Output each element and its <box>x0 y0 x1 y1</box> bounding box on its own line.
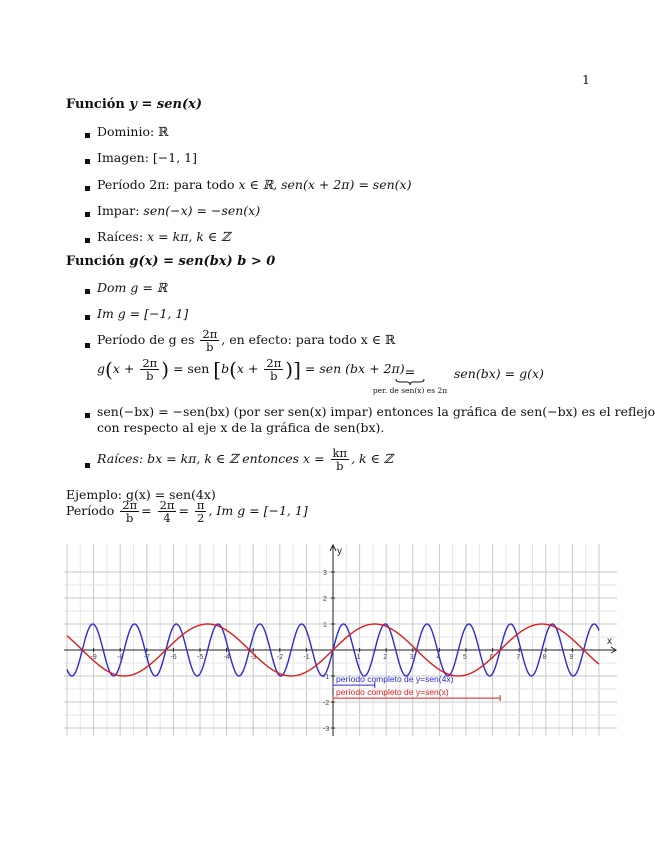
item-label: Impar: <box>97 203 144 218</box>
x-tick-label: 1 <box>356 654 361 661</box>
x-tick-label: -9 <box>90 654 97 661</box>
example-text: Ejemplo: g(x) = sen(4x) <box>66 487 216 502</box>
chart-grid <box>64 544 617 736</box>
item-label: Raíces: <box>97 229 148 244</box>
period-annotation-label: período completo de y=sen(4x) <box>336 674 454 685</box>
x-tick-label: 2 <box>383 654 388 661</box>
period-intro: Período de g es <box>97 332 195 348</box>
list-item-odd-cont: con respecto al eje x de la gráfica de sen(bx). <box>97 420 385 435</box>
list-item <box>97 177 411 192</box>
underbrace-label: per. de sen(x) es 2π <box>372 386 448 395</box>
x-tick-label: 8 <box>542 654 547 661</box>
x-tick-label: 5 <box>463 654 467 661</box>
section2-title <box>66 254 275 269</box>
page-number: 1 <box>582 72 590 87</box>
section1-title <box>66 97 202 112</box>
fraction-denominator: b <box>146 369 154 384</box>
period-equation: g(x + $\frac{2\pi}{b}$ ) = sen [b(x + $\frac{2\pi}{b}$ )] = sen (bx + 2π) <box>97 356 405 384</box>
list-item <box>97 150 197 165</box>
eq-mid: = sen (bx + 2π) <box>304 361 405 377</box>
bullet-marker <box>85 159 90 164</box>
eq-sen: = sen <box>172 361 210 377</box>
item-math: x = kπ, k ∈ ℤ <box>147 229 231 244</box>
bullet-marker <box>85 289 90 294</box>
bullet-marker <box>85 186 90 191</box>
eq-end <box>454 366 544 381</box>
x-tick-label: 7 <box>516 654 521 661</box>
fraction-denominator: b <box>336 459 344 474</box>
section2-title-math: g(x) = sen(bx) b > 0 <box>129 254 276 269</box>
dom-math: Dom g = ℝ <box>97 280 168 295</box>
period-annotation-label: período completo de y=sen(x) <box>336 687 449 698</box>
x-tick-label: -6 <box>170 654 177 661</box>
fraction <box>195 499 207 524</box>
underbrace-icon <box>395 378 425 386</box>
item-label: Imagen: <box>97 150 153 165</box>
x-tick-label: 3 <box>409 654 414 661</box>
fraction-denominator: 4 <box>163 511 171 526</box>
fraction <box>200 328 219 353</box>
eq-equal: = <box>404 364 416 379</box>
item-math: sen(−x) = −sen(x) <box>143 203 261 218</box>
item-math: ℝ <box>158 124 169 139</box>
sine-chart <box>64 544 617 736</box>
y-tick-label: -2 <box>323 700 330 707</box>
y-tick-label: 3 <box>323 570 327 577</box>
item-math: x ∈ ℝ, sen(x + 2π) = sen(x) <box>238 177 412 192</box>
fraction <box>331 447 350 472</box>
list-item-img <box>97 306 188 321</box>
example-tail: , Im g = [−1, 1] <box>208 503 308 519</box>
roots-a: Raíces: bx = kπ, k ∈ ℤ entonces x = <box>97 451 325 467</box>
list-item-dom <box>97 280 167 295</box>
y-tick-label: -1 <box>323 674 330 681</box>
fraction-numerator: 2π <box>202 327 218 341</box>
y-tick-label: -3 <box>323 726 330 733</box>
list-item-odd: sen(−bx) = −sen(bx) (por ser sen(x) impar) entonces la gráfica de sen(−bx) es el reflejo <box>97 404 655 419</box>
x-tick-label: -4 <box>223 654 230 661</box>
bullet-marker <box>85 463 90 468</box>
img-math: Im g = [−1, 1] <box>97 306 189 321</box>
fraction-numerator: 2π <box>122 498 138 512</box>
underbrace-group <box>368 366 452 395</box>
bullet-marker <box>85 315 90 320</box>
roots-b: , k ∈ ℤ <box>351 451 393 467</box>
eq-end-math: sen(bx) = g(x) <box>454 366 544 381</box>
period-tail: , en efecto: para todo x ∈ ℝ <box>221 332 396 348</box>
chart-annotations <box>333 674 500 701</box>
x-tick-label: -7 <box>143 654 151 661</box>
fraction-denominator: 2 <box>197 511 205 526</box>
eq-x-plus: x + <box>236 361 259 377</box>
bullet-marker <box>85 212 90 217</box>
y-axis-label: y <box>337 546 342 557</box>
fraction-numerator: 2π <box>266 356 282 370</box>
example-period: Período $\frac{2\pi}{b}$ = $\frac{2\pi}{4}$ = $\frac{\pi}{2}$ , Im g = [−1, 1] <box>66 498 308 526</box>
item-math: [−1, 1] <box>152 150 197 165</box>
y-tick-label: 2 <box>323 596 327 603</box>
list-item-period <box>97 328 395 353</box>
section2-title-prefix: Función <box>66 254 130 269</box>
bullet-marker <box>85 133 90 138</box>
item-label: Dominio: <box>97 124 159 139</box>
list-item <box>97 203 260 218</box>
list-item-roots <box>97 447 393 472</box>
x-axis-label: x <box>607 636 612 647</box>
bullet-marker <box>85 413 90 418</box>
fraction-numerator: π <box>196 498 205 512</box>
bullet-marker <box>85 238 90 243</box>
x-tick-label: 6 <box>489 654 494 661</box>
eq-b: b <box>221 361 230 377</box>
y-tick-label: 1 <box>323 622 327 629</box>
fraction-denominator: b <box>126 511 134 526</box>
section1-title-math: y = sen(x) <box>129 97 203 112</box>
section1-title-prefix: Función <box>66 97 130 112</box>
fraction <box>158 499 177 524</box>
example-period-label: Período <box>66 503 115 519</box>
x-tick-label: 9 <box>569 654 574 661</box>
bullet-marker <box>85 343 90 348</box>
list-item <box>97 229 230 244</box>
fraction-numerator: 2π <box>159 498 175 512</box>
fraction-denominator: b <box>206 340 214 355</box>
x-tick-label: 4 <box>436 654 441 661</box>
list-item <box>97 124 169 139</box>
x-tick-label: -1 <box>303 654 310 661</box>
x-tick-label: -8 <box>117 654 124 661</box>
fraction <box>140 357 159 382</box>
eq-x-plus: x + <box>112 361 135 377</box>
fraction-numerator: kπ <box>332 446 348 460</box>
fraction-numerator: 2π <box>142 356 158 370</box>
fraction-denominator: b <box>270 369 278 384</box>
x-tick-label: -2 <box>276 654 284 661</box>
fraction <box>264 357 283 382</box>
fraction <box>120 499 139 524</box>
x-tick-label: -5 <box>197 654 204 661</box>
eq-g: g <box>97 361 106 377</box>
item-label: Período 2π: para todo <box>97 177 239 192</box>
x-tick-label: -3 <box>250 654 257 661</box>
